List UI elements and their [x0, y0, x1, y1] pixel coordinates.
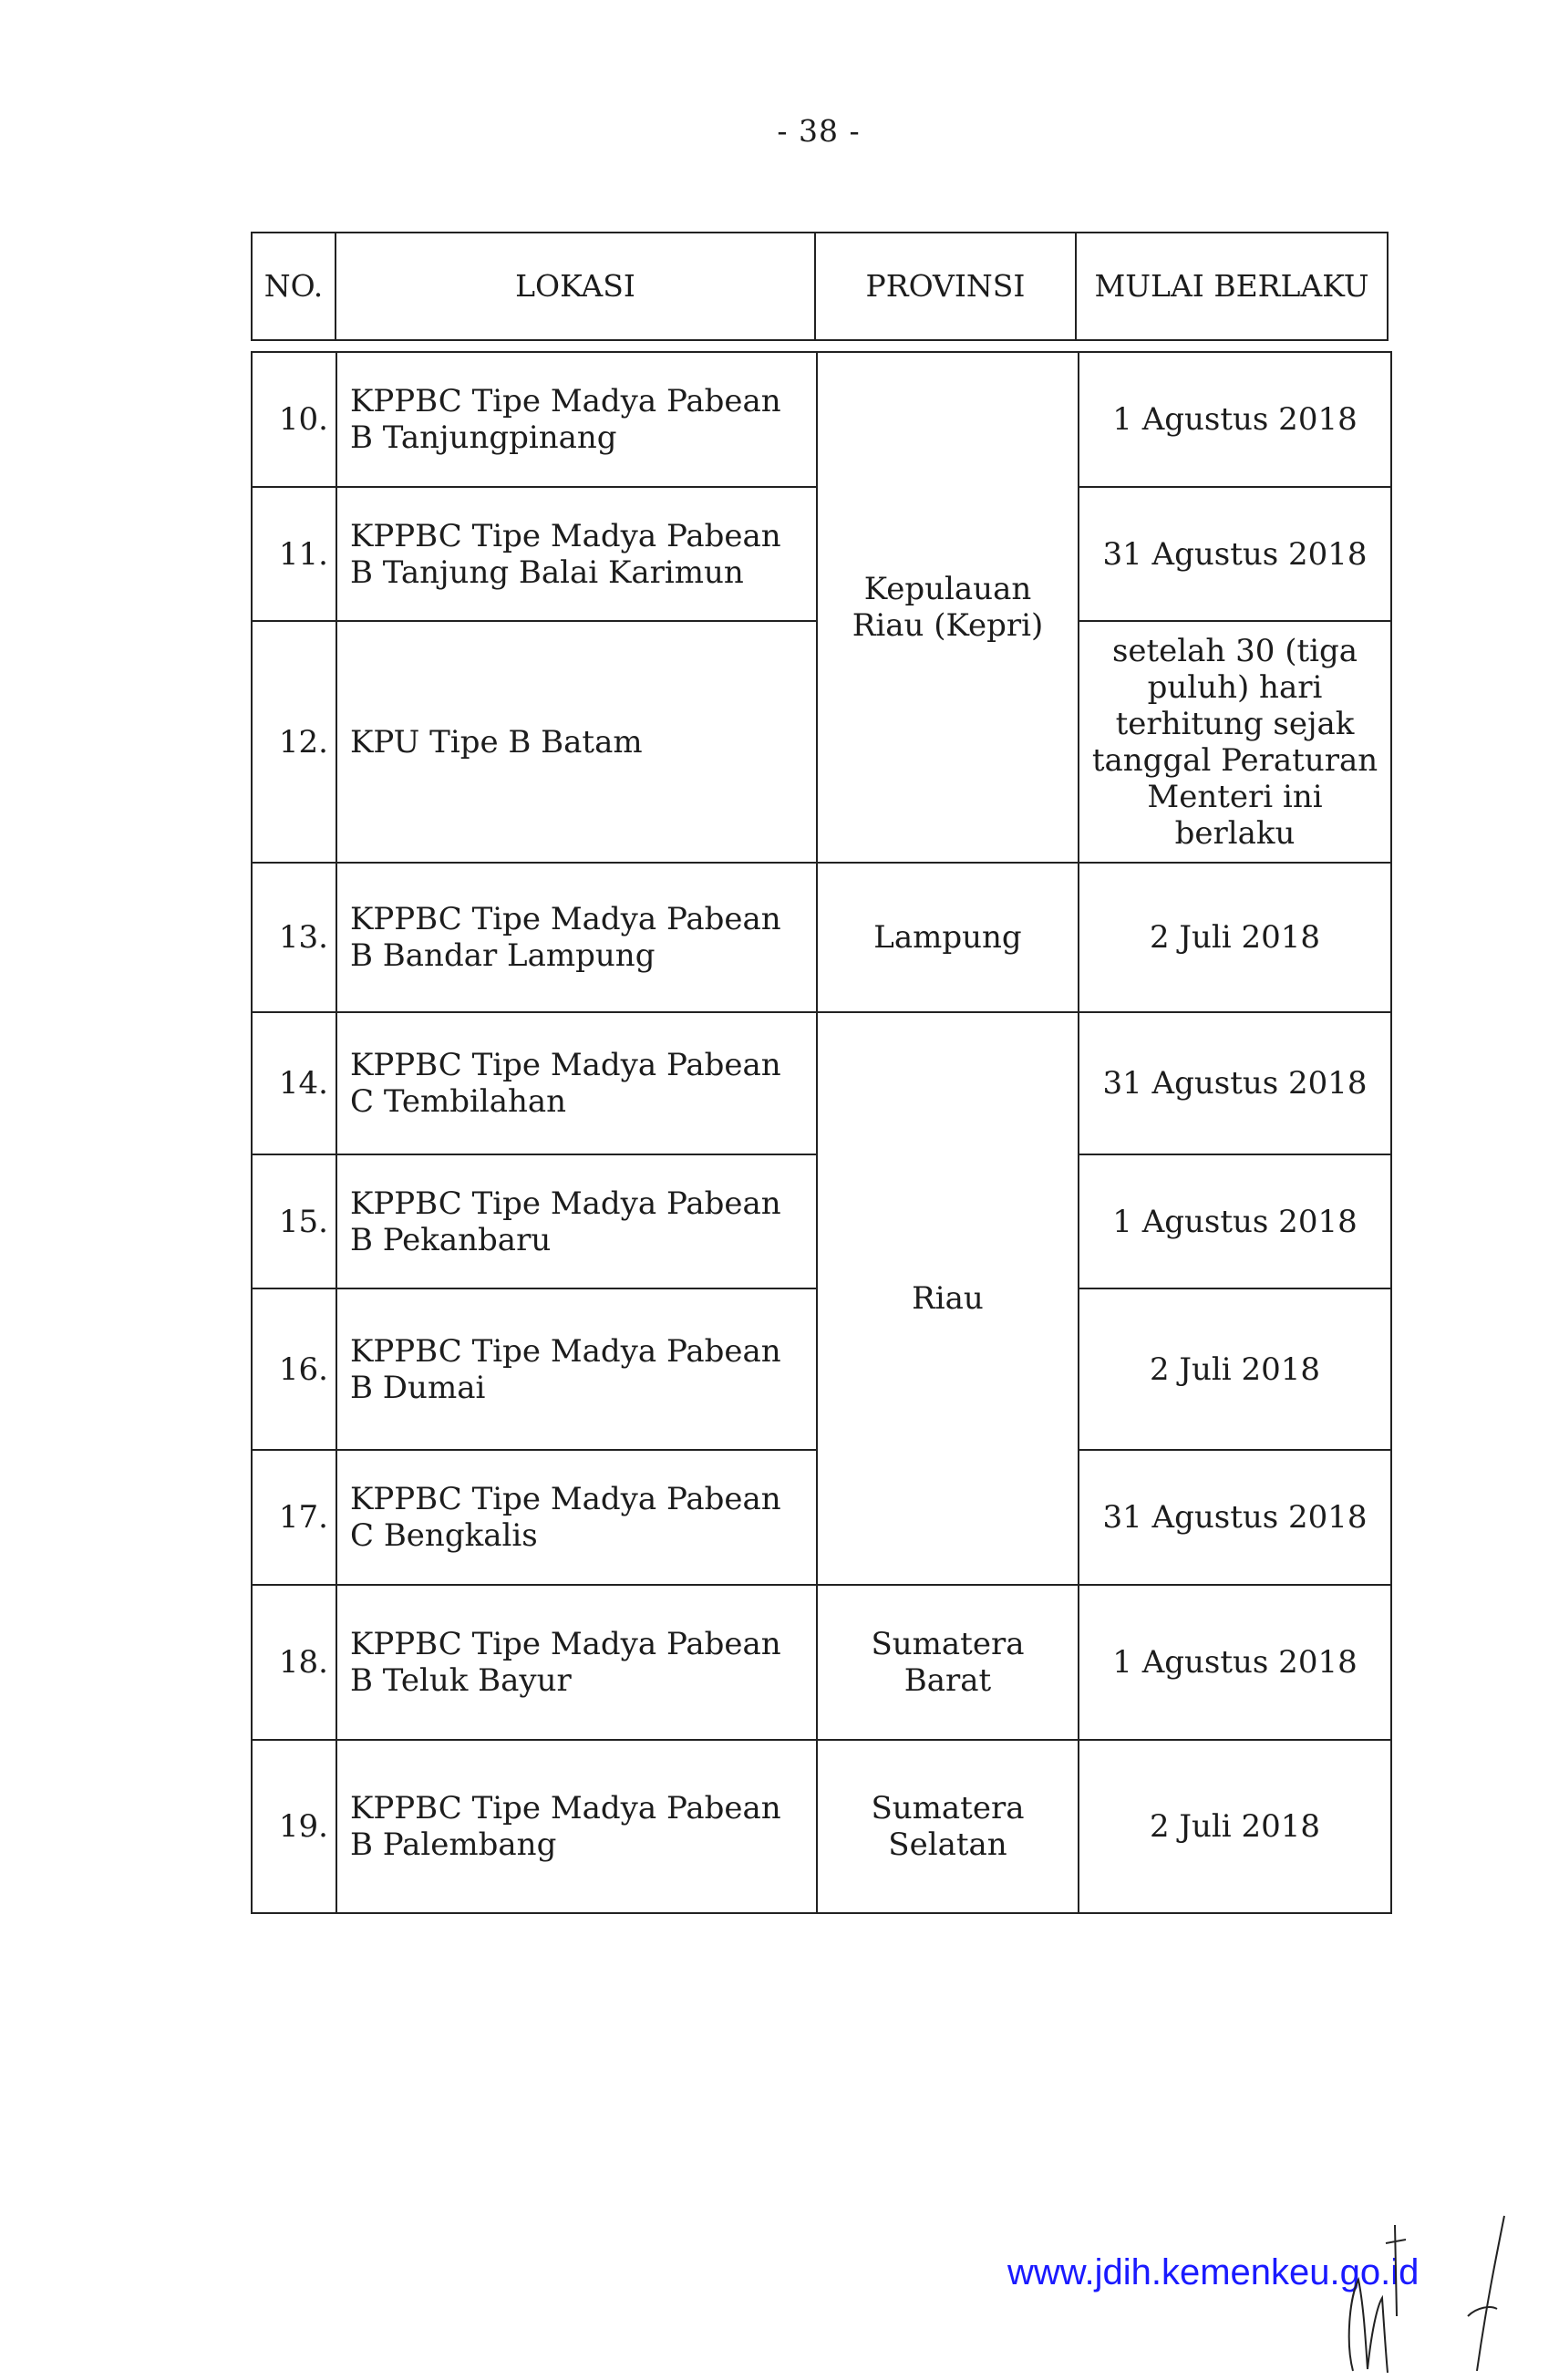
row-no: 10. [252, 352, 336, 487]
row-mulai-berlaku: 1 Agustus 2018 [1079, 1585, 1391, 1740]
row-no: 13. [252, 863, 336, 1012]
header-mulai-berlaku: MULAI BERLAKU [1076, 233, 1388, 340]
page-number: - 38 - [777, 113, 861, 149]
table-row [252, 352, 1391, 487]
row-mulai-berlaku: 31 Agustus 2018 [1079, 1450, 1391, 1585]
row-no: 15. [252, 1154, 336, 1288]
signature-initials-icon [1340, 2207, 1523, 2380]
table-row [252, 1585, 1391, 1740]
row-mulai-berlaku: 2 Juli 2018 [1079, 1740, 1391, 1913]
row-no: 16. [252, 1288, 336, 1450]
table-row [252, 863, 1391, 1012]
row-provinsi: Lampung [817, 863, 1079, 1012]
row-no: 17. [252, 1450, 336, 1585]
row-no: 12. [252, 621, 336, 863]
data-table [251, 351, 1392, 1914]
row-mulai-berlaku: 1 Agustus 2018 [1079, 1154, 1391, 1288]
table-header [251, 232, 1389, 341]
row-provinsi: Sumatera Barat [817, 1585, 1079, 1740]
row-provinsi: Riau [817, 1012, 1079, 1585]
row-lokasi: KPPBC Tipe Madya Pabean B Tanjungpinang [336, 352, 817, 487]
row-lokasi: KPPBC Tipe Madya Pabean B Palembang [336, 1740, 817, 1913]
row-no: 19. [252, 1740, 336, 1913]
row-lokasi: KPU Tipe B Batam [336, 621, 817, 863]
table-row [252, 1012, 1391, 1154]
row-mulai-berlaku: 2 Juli 2018 [1079, 1288, 1391, 1450]
row-lokasi: KPPBC Tipe Madya Pabean C Bengkalis [336, 1450, 817, 1585]
header-lokasi: LOKASI [336, 233, 815, 340]
row-mulai-berlaku: 2 Juli 2018 [1079, 863, 1391, 1012]
row-lokasi: KPPBC Tipe Madya Pabean B Dumai [336, 1288, 817, 1450]
row-lokasi: KPPBC Tipe Madya Pabean B Tanjung Balai Karimun [336, 487, 817, 621]
header-no: NO. [252, 233, 336, 340]
row-provinsi: Sumatera Selatan [817, 1740, 1079, 1913]
row-lokasi: KPPBC Tipe Madya Pabean C Tembilahan [336, 1012, 817, 1154]
row-no: 11. [252, 487, 336, 621]
row-mulai-berlaku: 31 Agustus 2018 [1079, 1012, 1391, 1154]
row-lokasi: KPPBC Tipe Madya Pabean B Bandar Lampung [336, 863, 817, 1012]
row-lokasi: KPPBC Tipe Madya Pabean B Teluk Bayur [336, 1585, 817, 1740]
header-provinsi: PROVINSI [815, 233, 1076, 340]
row-no: 18. [252, 1585, 336, 1740]
row-mulai-berlaku: 31 Agustus 2018 [1079, 487, 1391, 621]
row-provinsi: Kepulauan Riau (Kepri) [817, 352, 1079, 863]
source-watermark: www.jdih.kemenkeu.go.id [1007, 2252, 1420, 2292]
table-row [252, 1740, 1391, 1913]
row-mulai-berlaku: 1 Agustus 2018 [1079, 352, 1391, 487]
row-lokasi: KPPBC Tipe Madya Pabean B Pekanbaru [336, 1154, 817, 1288]
row-no: 14. [252, 1012, 336, 1154]
row-mulai-berlaku: setelah 30 (tiga puluh) hari terhitung sejak tanggal Peraturan Menteri ini berlaku [1079, 621, 1391, 863]
